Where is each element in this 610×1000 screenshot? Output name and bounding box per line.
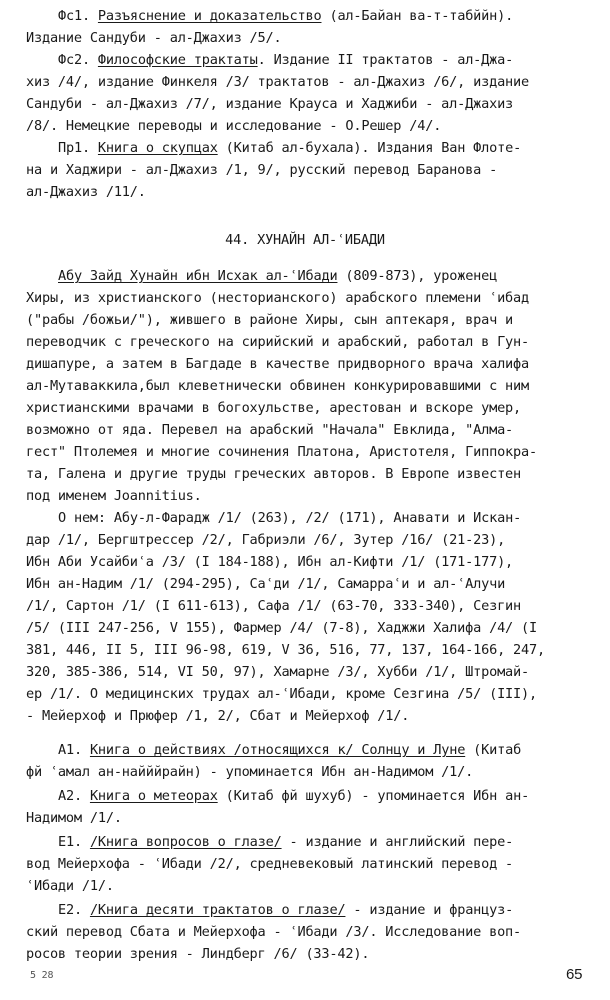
- entry-code: Пр1.: [58, 140, 90, 156]
- chapter-heading: 44. ХУНАЙН АЛ-ʿИБАДИ: [225, 232, 385, 248]
- work-e1-line3: ʿИбади /1/.: [26, 878, 114, 894]
- bio-line: переводчик с греческого на сирийский и арабский, работал в Гун-: [26, 334, 530, 350]
- refs-line: /1/, Сартон /1/ (I 611-613), Сафа /1/ (63-70, 333-340), Сезгин: [26, 598, 522, 614]
- work-e1-line2: вод Мейерхофа - ʿИбади /2/, средневековый латинский перевод -: [26, 856, 514, 872]
- refs-line: 381, 446, II 5, III 96-98, 619, V 36, 516, 77, 137, 164-166, 247,: [26, 642, 545, 658]
- page-number: 65: [566, 966, 583, 983]
- entry-title: Книга о метеорах: [89, 788, 218, 804]
- entry-pr1-line2: на и Хаджири - ал-Джахиз /1, 9/, русский перевод Баранова -: [26, 162, 498, 178]
- entry-text: (ал-Байан ва-т-табййн).: [321, 8, 514, 24]
- work-e2-line3: росов теории зрения - Линдберг /6/ (33-42).: [26, 946, 370, 962]
- refs-line: Ибн Аби Усайбиʿа /3/ (I 184-188), Ибн ал-Кифти /1/ (171-177),: [26, 554, 514, 570]
- entry-text: - издание и француз-: [345, 902, 514, 918]
- refs-line: ер /1/. О медицинских трудах ал-ʿИбади, кроме Сезгина /5/ (III),: [26, 686, 537, 702]
- bio-line: ("рабы /божьи/"), жившего в районе Хиры, сын аптекаря, врач и: [26, 312, 514, 328]
- entry-title: Книга о скупцах: [97, 140, 218, 156]
- bio-line: гест" Птолемея и многие сочинения Платона, Аристотеля, Гиппокра-: [26, 444, 537, 460]
- entry-code: Фс1.: [58, 8, 90, 24]
- entry-pr1-line3: ал-Джахиз /11/.: [26, 184, 146, 200]
- entry-title: /Книга вопросов о глазе/: [89, 834, 282, 850]
- entry-title: Книга о действиях /относящихся к/ Солнцу и Луне: [89, 742, 466, 758]
- bio-line: ал-Мутаваккила,был клеветнически обвинен конкурировавшими с ним: [26, 378, 530, 394]
- work-e2-line1: [58, 900, 610, 920]
- work-a2-line1: [58, 786, 610, 806]
- entry-code: Е1.: [58, 834, 82, 850]
- refs-line: Ибн ан-Надим /1/ (294-295), Саʿди /1/, Самарраʿи и ал-ʿАлучи: [26, 576, 506, 592]
- bio-line: возможно от яда. Перевел на арабский "Начала" Евклида, "Алма-: [26, 422, 514, 438]
- person-name: Абу Зайд Хунайн ибн Исхак ал-ʿИбади: [58, 268, 338, 284]
- entry-text: - издание и английский пере-: [281, 834, 514, 850]
- entry-title: Разъяснение и доказательство: [97, 8, 322, 24]
- entry-fs2-line4: /8/. Немецкие переводы и исследование - О.Решер /4/.: [26, 118, 442, 134]
- bio-line1: [58, 266, 610, 286]
- entry-code: А1.: [58, 742, 82, 758]
- entry-fs2-line2: хиз /4/, издание Финкеля /3/ трактатов - ал-Джахиз /6/, издание: [26, 74, 530, 90]
- entry-text: (Китаб фй шухуб) - упоминается Ибн ан-: [217, 788, 530, 804]
- bio-text: (809-873), уроженец: [337, 268, 498, 284]
- entry-title: Философские трактаты: [97, 52, 258, 68]
- entry-code: А2.: [58, 788, 82, 804]
- bio-line: дишапуре, а затем в Багдаде в качестве придворного врача халифа: [26, 356, 530, 372]
- entry-text: (Китаб: [465, 742, 522, 758]
- bio-line: Хиры, из христианского (несторианского) арабского племени ʿибад: [26, 290, 530, 306]
- refs-line: /5/ (III 247-256, V 155), Фармер /4/ (7-8), Хаджжи Халифа /4/ (I: [26, 620, 537, 636]
- entry-fs2-line3: Сандуби - ал-Джахиз /7/, издание Крауса и Хаджиби - ал-Джахиз: [26, 96, 514, 112]
- refs-line: О нем: Абу-л-Фарадж /1/ (263), /2/ (171), Анавати и Искан-: [58, 510, 522, 526]
- refs-line: - Мейерхоф и Прюфер /1, 2/, Сбат и Мейерхоф /1/.: [26, 708, 410, 724]
- entry-fs2-line1: [58, 50, 610, 70]
- footer-mark: 5 28: [30, 970, 54, 981]
- entry-fs1-line2: Издание Сандуби - ал-Джахиз /5/.: [26, 30, 282, 46]
- bio-line: та, Галена и другие труды греческих авторов. В Европе известен: [26, 466, 522, 482]
- bio-line: под именем Joannitius.: [26, 488, 202, 504]
- work-a2-line2: Надимом /1/.: [26, 810, 122, 826]
- entry-fs1-line1: [58, 6, 610, 26]
- entry-pr1-line1: [58, 138, 610, 158]
- work-a1-line1: [58, 740, 610, 760]
- entry-title: /Книга десяти трактатов о глазе/: [89, 902, 346, 918]
- bio-line: христианскими врачами в богохульстве, арестован и вскоре умер,: [26, 400, 522, 416]
- refs-line: 320, 385-386, 514, VI 50, 97), Хамарне /3/, Хубби /1/, Штромай-: [26, 664, 530, 680]
- work-a1-line2: фй ʿамал ан-найййрайн) - упоминается Ибн ан-Надимом /1/.: [26, 764, 474, 780]
- entry-text: . Издание II трактатов - ал-Джа-: [257, 52, 514, 68]
- entry-code: Е2.: [58, 902, 82, 918]
- work-e2-line2: ский перевод Сбата и Мейерхофа - ʿИбади /3/. Исследование воп-: [26, 924, 522, 940]
- entry-code: Фс2.: [58, 52, 90, 68]
- entry-text: (Китаб ал-бухала). Издания Ван Флоте-: [217, 140, 522, 156]
- refs-line: дар /1/, Бергштрессер /2/, Габриэли /6/, Зутер /16/ (21-23),: [26, 532, 506, 548]
- work-e1-line1: [58, 832, 610, 852]
